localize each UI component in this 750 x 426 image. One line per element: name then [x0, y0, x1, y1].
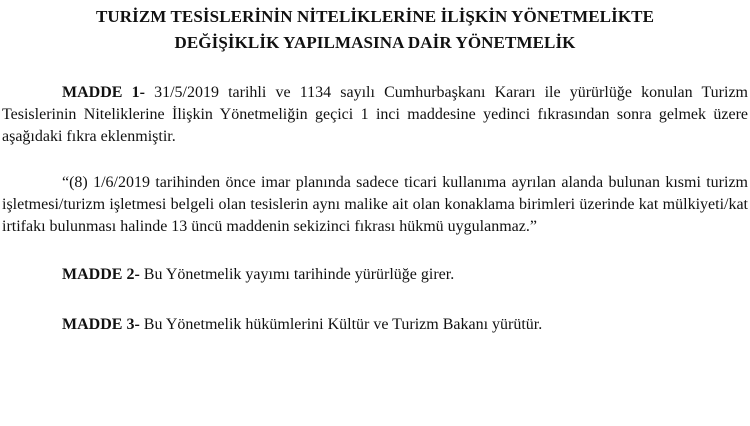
- article-3-text: Bu Yönetmelik hükümlerini Kültür ve Turizm Bakanı yürütür.: [139, 316, 543, 333]
- article-3-paragraph: [2, 314, 748, 336]
- title-line-1: TURİZM TESİSLERİNİN NİTELİKLERİNE İLİŞKİN YÖNETMELİKTE: [95, 7, 655, 26]
- article-2-text: Bu Yönetmelik yayımı tarihinde yürürlüğe girer.: [139, 266, 455, 283]
- article-1-label: MADDE 1-: [62, 84, 145, 101]
- amendment-quote-paragraph: “(8) 1/6/2019 tarihinden önce imar planında sadece ticari kullanıma ayrılan alanda bulunan kısmi turizm işletmesi/turizm işletmesi belgeli olan tesislerin aynı malike ait olan konaklama birimleri üzerinde kat mülkiyeti/kat irtifakı bulunması halinde 13 üncü maddenin sekizinci fıkrası hükmü uygulanmaz.”: [2, 174, 748, 235]
- article-1-paragraph: [2, 82, 748, 148]
- title-line-2: DEĞİŞİKLİK YAPILMASINA DAİR YÖNETMELİK: [174, 33, 576, 52]
- article-3-label: MADDE 3-: [62, 316, 140, 333]
- document-title: [2, 0, 748, 56]
- article-2-label: MADDE 2-: [62, 266, 140, 283]
- article-1-text: 31/5/2019 tarihli ve 1134 sayılı Cumhurbaşkanı Kararı ile yürürlüğe konulan Turizm Tesislerinin Niteliklerine İlişkin Yönetmeliğin geçici 1 inci maddesine yedinci fıkrasından sonra gelmek üzere aşağıdaki fıkra eklenmiştir.: [2, 84, 749, 145]
- article-2-paragraph: [2, 264, 748, 286]
